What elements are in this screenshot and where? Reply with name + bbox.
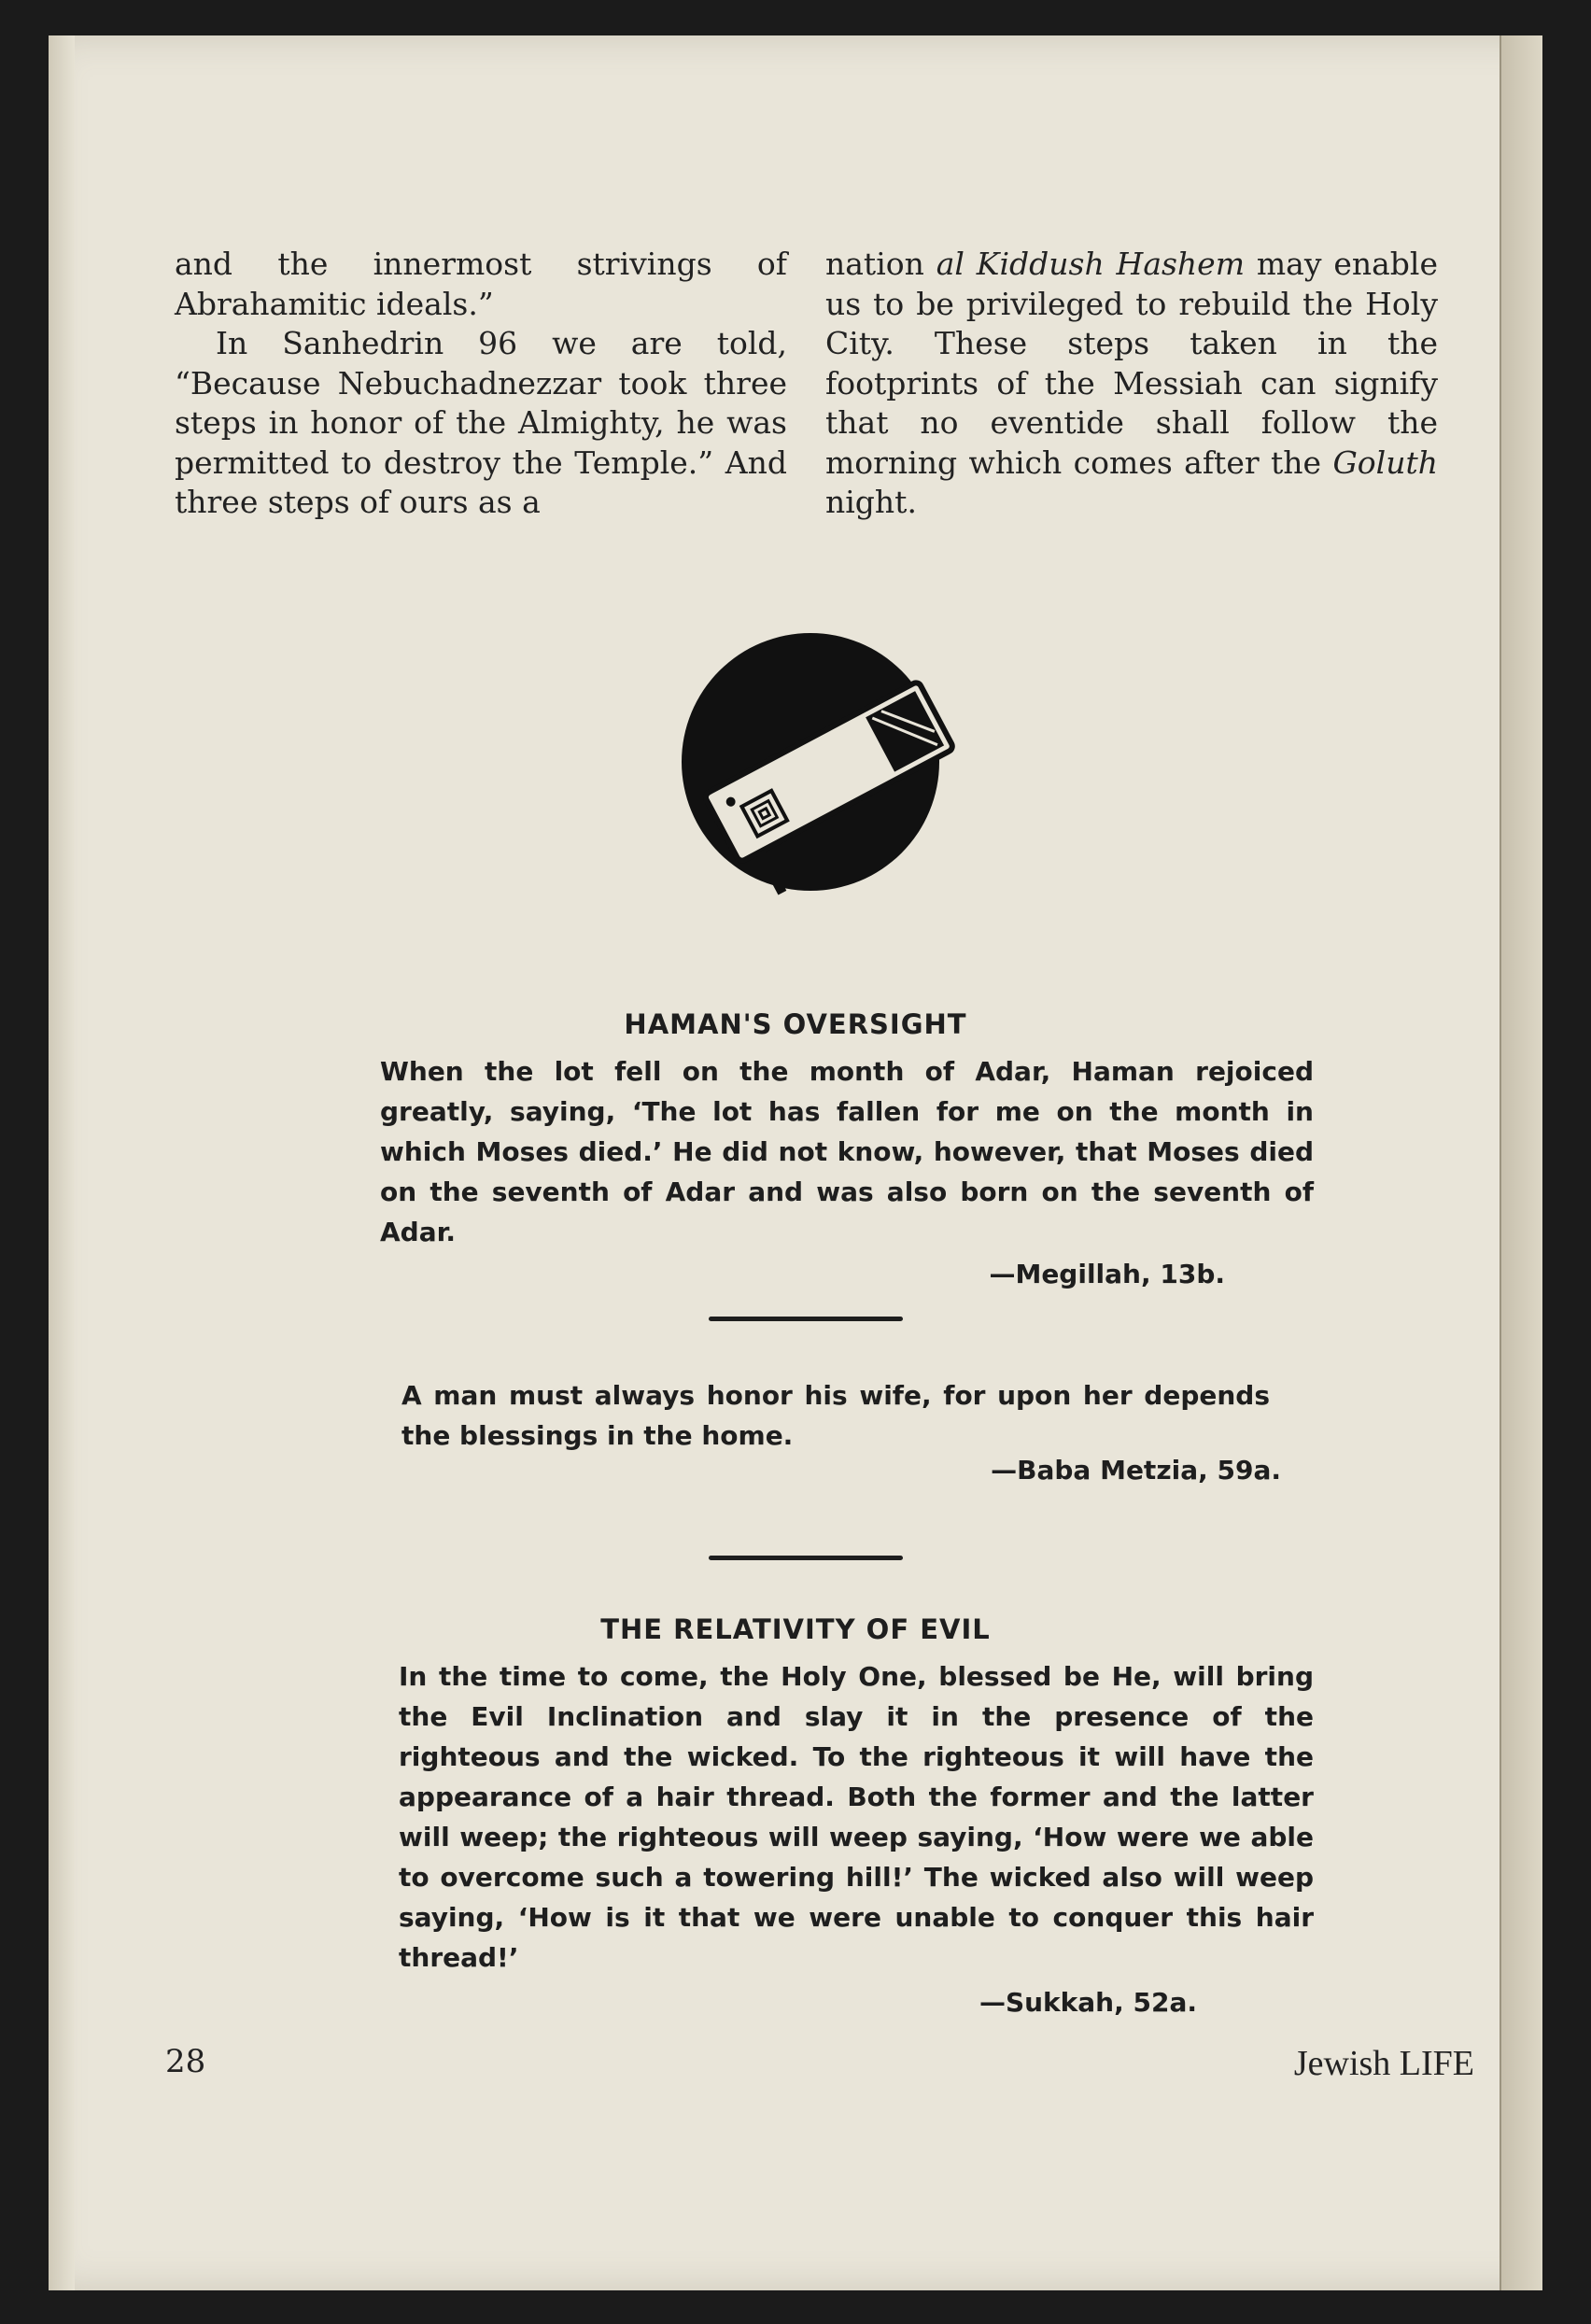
right-paragraph-1 <box>825 245 1438 523</box>
page-number: 28 <box>165 2043 206 2080</box>
sukkah-citation: —Sukkah, 52a. <box>979 1987 1197 2018</box>
relativity-of-evil-title: THE RELATIVITY OF EVIL <box>600 1613 991 1645</box>
page-binding-edge <box>49 35 75 2290</box>
adjacent-page-strip <box>1499 35 1542 2290</box>
haman-oversight-title: HAMAN'S OVERSIGHT <box>624 1008 967 1040</box>
baba-metzia-citation: —Baba Metzia, 59a. <box>991 1455 1281 1486</box>
left-column <box>175 245 787 523</box>
relativity-of-evil-text: In the time to come, the Holy One, blessed be He, will bring the Evil Inclination and slay it in the presence of the righteous and the wicked. To the righteous it will have the appearance of a hair thread. Both the former and the latter will weep; the righteous will weep saying, ‘How were we able to overcome such a towering hill!’ The wicked also will weep saying, ‘How is it that we were unable to conquer this hair thread!’ <box>399 1661 1314 1973</box>
right-text-a: nation <box>825 246 936 282</box>
left-paragraph-2: In Sanhedrin 96 we are told, “Because Nebuchadnezzar took three steps in honor of the Almighty, he was permitted to destroy the Temple.” And three steps of ours as a <box>175 325 787 520</box>
divider-rule-2 <box>709 1556 903 1560</box>
divider-rule-1 <box>709 1317 903 1321</box>
right-text-e: night. <box>825 484 917 520</box>
publication-name: Jewish LIFE <box>1293 2044 1474 2083</box>
right-text-c: may enable us to be privileged to rebuild the Holy City. These steps taken in the footprints of the Messiah can signify that no eventide shall follow the morning which comes after the <box>825 246 1438 481</box>
magazine-page <box>49 35 1542 2290</box>
right-column <box>825 245 1438 523</box>
right-italic-goluth: Goluth <box>1332 444 1438 481</box>
megillah-citation: —Megillah, 13b. <box>989 1259 1225 1289</box>
right-italic-kiddush: al Kiddush Hashem <box>936 246 1246 282</box>
honor-wife-text: A man must always honor his wife, for upon her depends the blessings in the home. <box>401 1380 1270 1451</box>
left-paragraph-1: and the innermost strivings of Abrahamitic ideals.” <box>175 246 787 322</box>
haman-oversight-text: When the lot fell on the month of Adar, Haman rejoiced greatly, saying, ‘The lot has fallen for me on the month in which Moses died.’ He did not know, however, that Moses died on the seventh of Adar and was also born on the seventh of Adar. <box>380 1056 1314 1247</box>
mezuzah-on-black-disc-icon <box>670 624 979 923</box>
